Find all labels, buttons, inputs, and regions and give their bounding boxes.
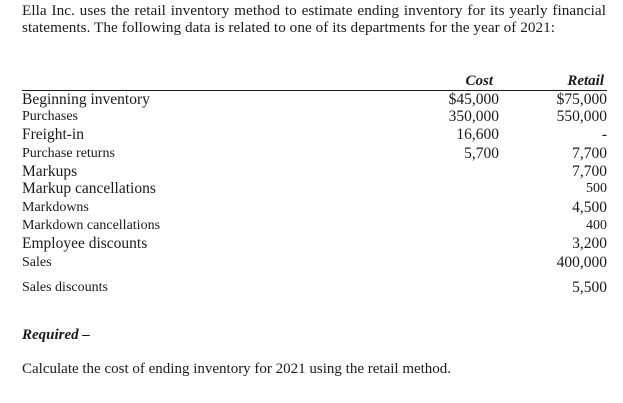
row-label: Sales [22,255,52,270]
table-row [22,180,607,198]
table-row [22,145,607,163]
row-label: Markups [22,163,78,180]
row-label: Markdowns [22,200,89,215]
row-retail: 400,000 [556,254,607,271]
table-row [22,279,607,297]
row-retail: - [601,126,607,143]
row-retail: 7,700 [572,163,607,180]
row-label: Sales discounts [22,280,108,295]
row-retail: $75,000 [556,91,607,108]
row-retail: 500 [586,181,607,196]
row-cost: 350,000 [448,108,499,125]
table-row [22,235,607,253]
question-text: Calculate the cost of ending inventory for 2021 using the retail method. [22,361,452,377]
row-label: Markup cancellations [22,180,156,197]
row-retail: 3,200 [572,235,607,252]
row-cost: 5,700 [464,145,499,162]
row-retail: 550,000 [556,108,607,125]
row-label: Beginning inventory [22,91,150,108]
row-label: Markdown cancellations [22,218,161,233]
row-retail: 400 [586,218,607,233]
row-label: Purchases [22,109,78,124]
table-row [22,91,607,109]
row-retail: 4,500 [572,199,607,216]
row-label: Freight-in [22,126,84,143]
row-cost: $45,000 [448,91,499,108]
intro-paragraph: Ella Inc. uses the retail inventory method to estimate ending inventory for its yearly financial statements. The following data is related to one of its departments for the year of 2021: [22,2,606,36]
table-row [22,126,607,144]
table-row [22,108,607,126]
row-label: Purchase returns [22,146,115,161]
required-heading: Required – [22,327,90,343]
row-retail: 7,700 [572,145,607,162]
table-row [22,217,607,235]
table-row [22,199,607,217]
row-cost: 16,600 [456,126,499,143]
table-row [22,254,607,272]
retail-column-header: Retail [567,73,604,89]
table-row [22,163,607,181]
row-retail: 5,500 [572,279,607,296]
cost-column-header: Cost [465,73,493,89]
row-label: Employee discounts [22,235,148,252]
